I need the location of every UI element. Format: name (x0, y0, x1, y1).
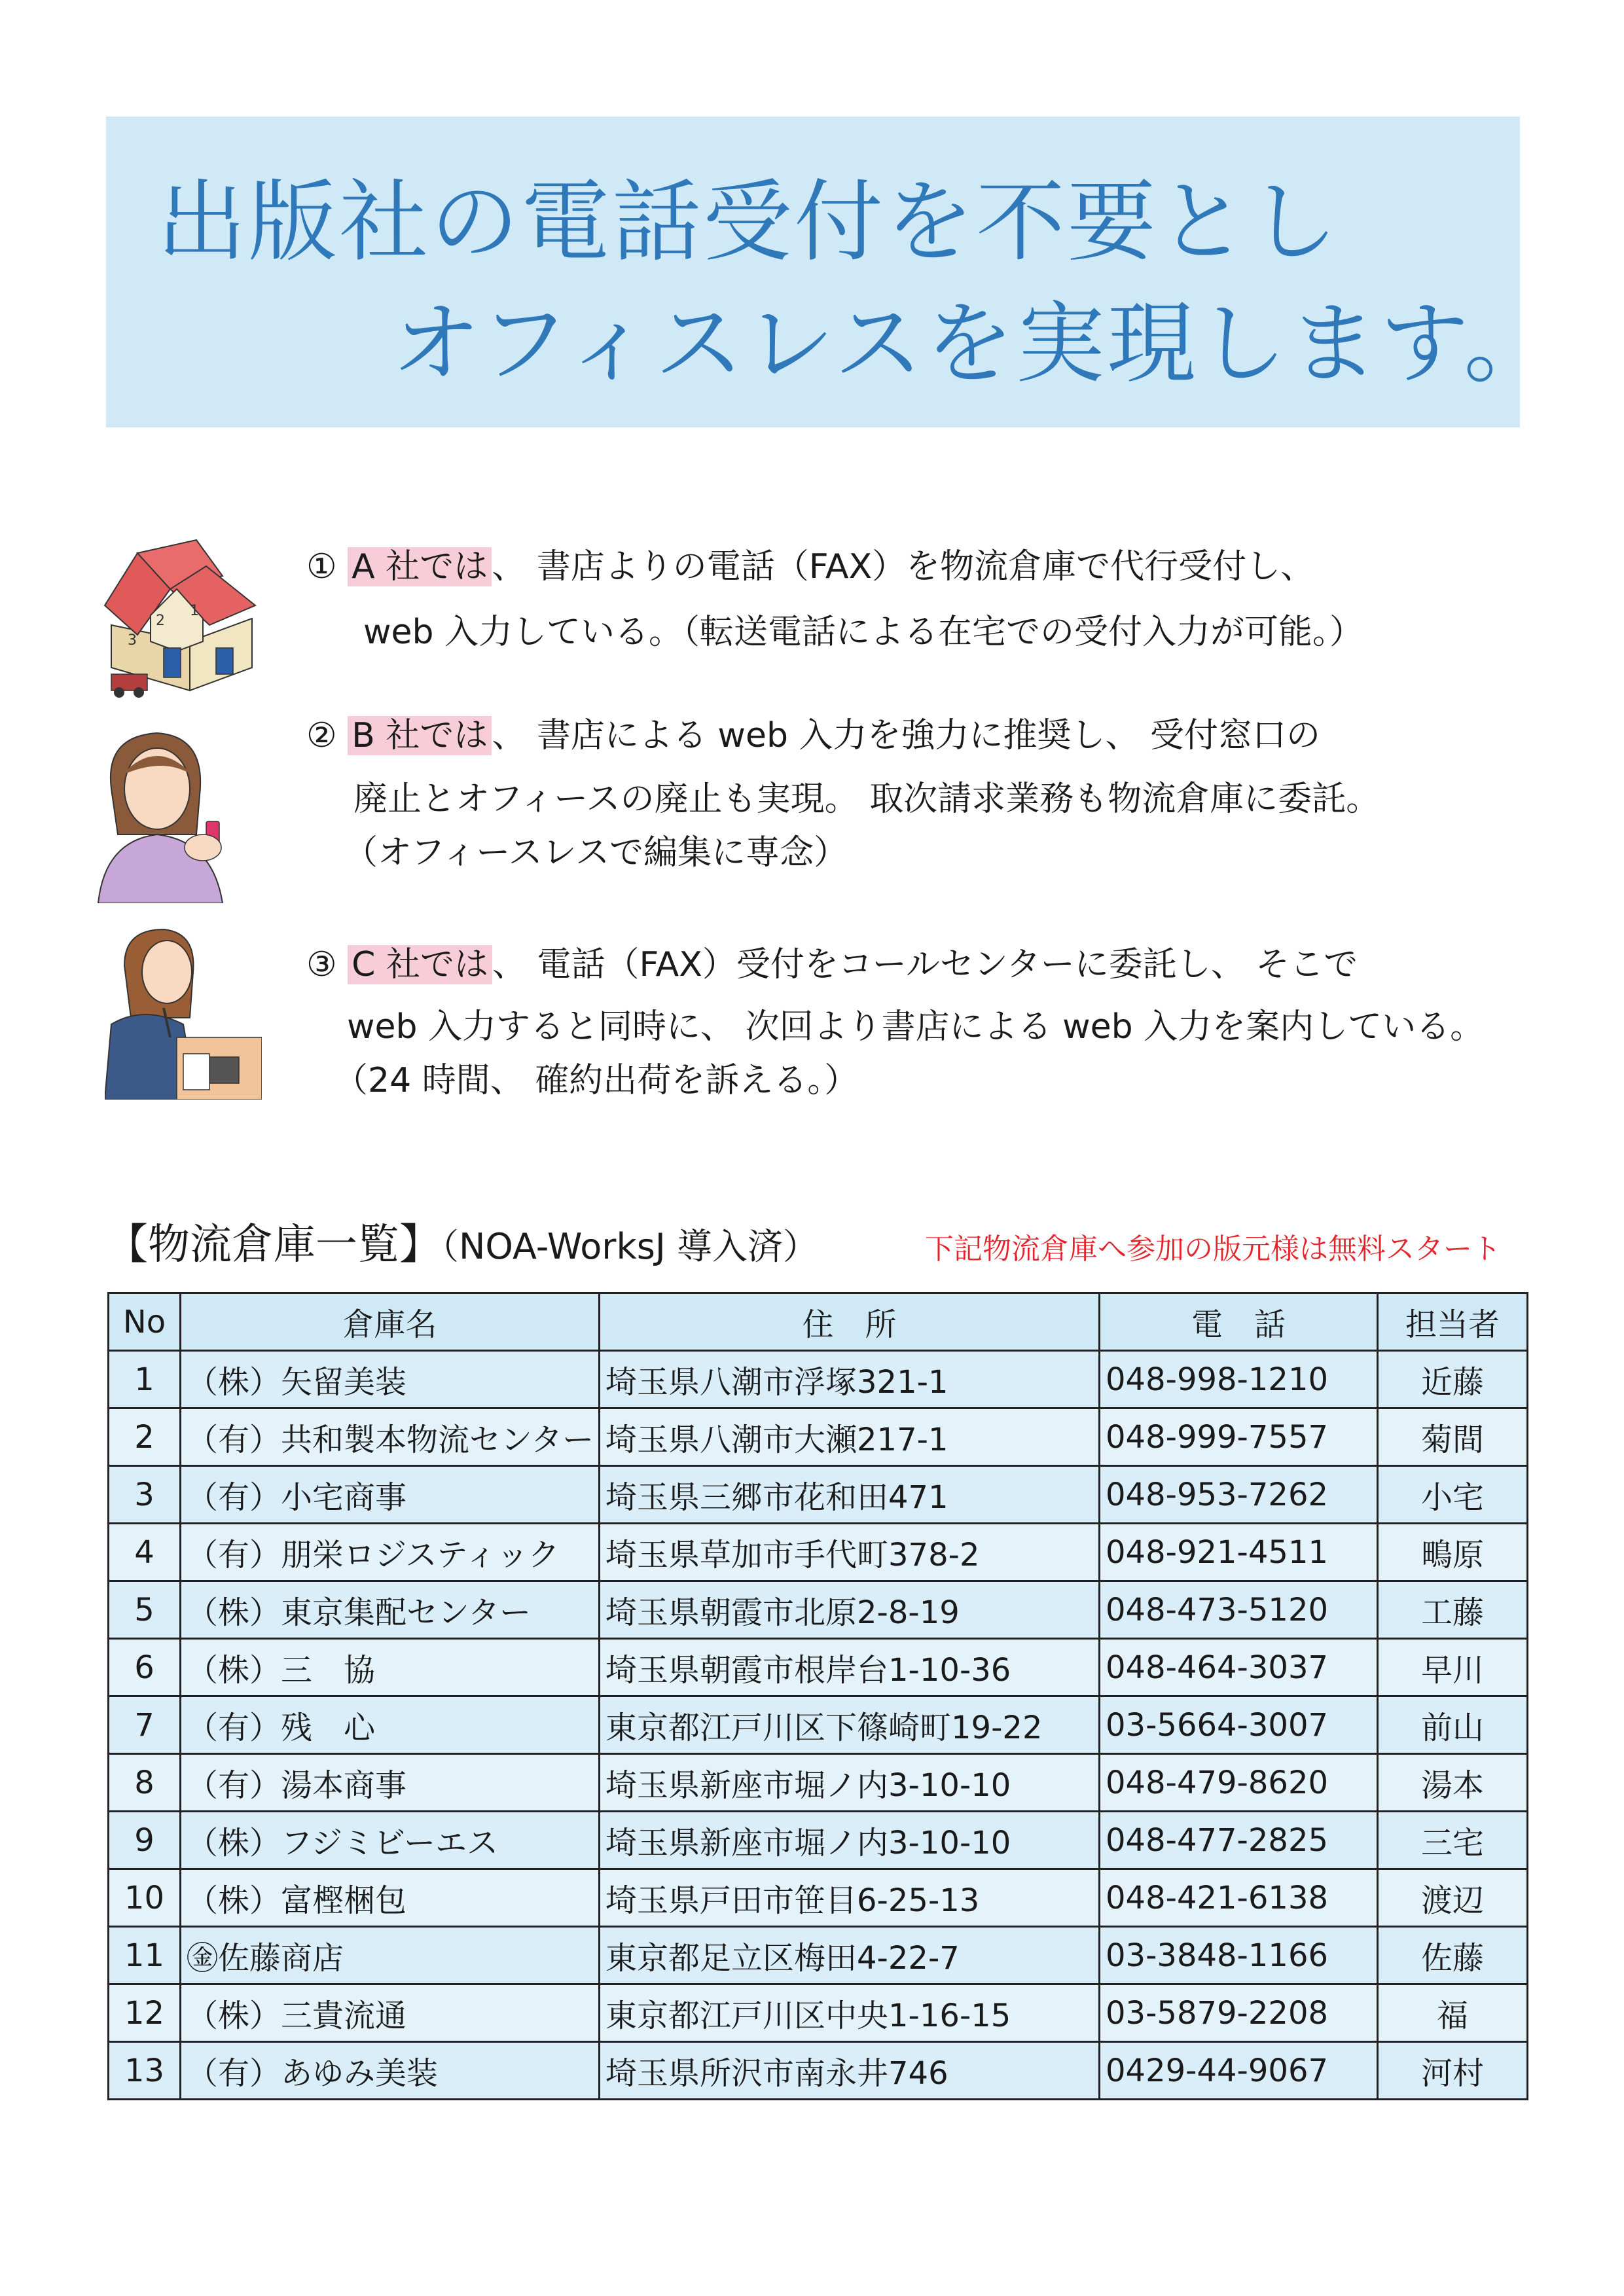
table-row (109, 1696, 1528, 1754)
cell-phone: 048-998-1210 (1100, 1351, 1378, 1408)
header-no: No (109, 1293, 181, 1351)
table-row (109, 1984, 1528, 2042)
table-row (109, 1466, 1528, 1524)
cell-phone: 048-421-6138 (1100, 1869, 1378, 1927)
item-3-line-1 (306, 945, 1358, 984)
item-1-line-2: web 入力している。（転送電話による在宅での受付入力が可能。） (363, 613, 1364, 652)
item-2-line-2: 廃止とオフィースの廃止も実現。 取次請求業務も物流倉庫に委託。 (353, 780, 1380, 819)
cell-phone: 048-464-3037 (1100, 1639, 1378, 1696)
cell-address: 埼玉県新座市堀ノ内3-10-10 (600, 1812, 1100, 1869)
cell-no: 5 (109, 1581, 181, 1639)
cell-no: 10 (109, 1869, 181, 1927)
cell-name: （株）矢留美装 (181, 1351, 600, 1408)
cell-staff: 早川 (1378, 1639, 1528, 1696)
warehouse-list-subtitle: （NOA-WorksJ 導入済） (441, 1226, 818, 1267)
cell-phone: 048-999-7557 (1100, 1408, 1378, 1466)
cell-no: 3 (109, 1466, 181, 1524)
cell-address: 埼玉県朝霞市根岸台1-10-36 (600, 1639, 1100, 1696)
svg-text:1: 1 (190, 603, 199, 619)
woman-desk-illustration (105, 926, 262, 1100)
cell-address: 埼玉県戸田市笹目6-25-13 (600, 1869, 1100, 1927)
cell-address: 埼玉県三郷市花和田471 (600, 1466, 1100, 1524)
cell-address: 埼玉県八潮市大瀬217-1 (600, 1408, 1100, 1466)
warehouse-list-heading (106, 1211, 818, 1271)
cell-no: 11 (109, 1927, 181, 1984)
table-row (109, 1754, 1528, 1812)
header-warehouse-name: 倉庫名 (181, 1293, 600, 1351)
item-1-line-1 (306, 547, 1315, 586)
warehouse-illustration (98, 527, 262, 700)
table-row (109, 1812, 1528, 1869)
cell-address: 埼玉県八潮市浮塚321-1 (600, 1351, 1100, 1408)
table-row (109, 1408, 1528, 1466)
cell-no: 8 (109, 1754, 181, 1812)
warehouse-table (107, 1292, 1528, 2100)
cell-address: 埼玉県草加市手代町378-2 (600, 1524, 1100, 1581)
cell-no: 13 (109, 2042, 181, 2100)
cell-staff: 小宅 (1378, 1466, 1528, 1524)
cell-no: 1 (109, 1351, 181, 1408)
warehouse-list-title: 【物流倉庫一覧】 (106, 1221, 441, 1269)
cell-address: 東京都足立区梅田4-22-7 (600, 1927, 1100, 1984)
cell-address: 埼玉県朝霞市北原2-8-19 (600, 1581, 1100, 1639)
cell-name: （株）東京集配センター (181, 1581, 600, 1639)
cell-phone: 03-3848-1166 (1100, 1927, 1378, 1984)
header-address: 住 所 (600, 1293, 1100, 1351)
table-row (109, 1869, 1528, 1927)
cell-phone: 048-473-5120 (1100, 1581, 1378, 1639)
headline-line-1: 出版社の電話受付を不要とし (157, 171, 1340, 274)
svg-text:2: 2 (156, 613, 165, 629)
item-2-line-3: （オフィースレスで編集に専念） (344, 833, 848, 872)
cell-name: （有）朋栄ロジスティック (181, 1524, 600, 1581)
item-3-line-2: web 入力すると同時に、 次回より書店による web 入力を案内している。 (347, 1007, 1485, 1047)
header-staff: 担当者 (1378, 1293, 1528, 1351)
cell-name: （有）共和製本物流センター (181, 1408, 600, 1466)
table-row (109, 1927, 1528, 1984)
cell-staff: 鴫原 (1378, 1524, 1528, 1581)
cell-phone: 0429-44-9067 (1100, 2042, 1378, 2100)
cell-address: 東京都江戸川区中央1-16-15 (600, 1984, 1100, 2042)
cell-name: （有）湯本商事 (181, 1754, 600, 1812)
cell-phone: 048-477-2825 (1100, 1812, 1378, 1869)
woman-phone-illustration (65, 723, 255, 903)
cell-staff: 近藤 (1378, 1351, 1528, 1408)
cell-phone: 048-953-7262 (1100, 1466, 1378, 1524)
svg-text:3: 3 (128, 632, 137, 649)
item-3-line-3: （24 時間、 確約出荷を訴える。） (334, 1061, 859, 1100)
table-row (109, 1639, 1528, 1696)
cell-staff: 渡辺 (1378, 1869, 1528, 1927)
item-2-company: B 社では (348, 716, 492, 755)
cell-staff: 三宅 (1378, 1812, 1528, 1869)
item-2-text-1: 、 書店による web 入力を強力に推奨し、 受付窓口の (492, 716, 1321, 755)
free-start-note: 下記物流倉庫へ参加の版元様は無料スタート (925, 1232, 1501, 1266)
cell-name: （有）あゆみ美装 (181, 2042, 600, 2100)
table-header-row (109, 1293, 1528, 1351)
item-2-number: ② (306, 716, 337, 755)
cell-address: 東京都江戸川区下篠崎町19-22 (600, 1696, 1100, 1754)
cell-staff: 工藤 (1378, 1581, 1528, 1639)
table-row (109, 1524, 1528, 1581)
table-row (109, 1581, 1528, 1639)
cell-address: 埼玉県所沢市南永井746 (600, 2042, 1100, 2100)
headline-line-2: オフィスレスを実現します。 (391, 293, 1555, 396)
cell-staff: 福 (1378, 1984, 1528, 2042)
cell-phone: 048-921-4511 (1100, 1524, 1378, 1581)
cell-staff: 前山 (1378, 1696, 1528, 1754)
cell-phone: 048-479-8620 (1100, 1754, 1378, 1812)
cell-no: 12 (109, 1984, 181, 2042)
cell-staff: 佐藤 (1378, 1927, 1528, 1984)
item-1-text-1: 、 書店よりの電話（FAX）を物流倉庫で代行受付し、 (492, 547, 1315, 586)
table-row (109, 1351, 1528, 1408)
item-1-number: ① (306, 547, 337, 586)
item-3-company: C 社では (348, 945, 492, 984)
item-3-number: ③ (306, 945, 337, 984)
cell-name: （株）富樫梱包 (181, 1869, 600, 1927)
cell-no: 6 (109, 1639, 181, 1696)
cell-staff: 湯本 (1378, 1754, 1528, 1812)
cell-no: 4 (109, 1524, 181, 1581)
cell-name: （株）三貴流通 (181, 1984, 600, 2042)
item-1-company: A 社では (348, 547, 492, 586)
cell-name: （株）フジミビーエス (181, 1812, 600, 1869)
cell-phone: 03-5879-2208 (1100, 1984, 1378, 2042)
cell-no: 9 (109, 1812, 181, 1869)
cell-name: （有）残 心 (181, 1696, 600, 1754)
cell-name: ㊎佐藤商店 (181, 1927, 600, 1984)
item-2-line-1 (306, 716, 1321, 755)
cell-name: （有）小宅商事 (181, 1466, 600, 1524)
header-phone: 電 話 (1100, 1293, 1378, 1351)
cell-address: 埼玉県新座市堀ノ内3-10-10 (600, 1754, 1100, 1812)
cell-no: 2 (109, 1408, 181, 1466)
item-3-text-1: 、 電話（FAX）受付をコールセンターに委託し、 そこで (492, 945, 1358, 984)
cell-staff: 菊間 (1378, 1408, 1528, 1466)
cell-staff: 河村 (1378, 2042, 1528, 2100)
table-row (109, 2042, 1528, 2100)
cell-name: （株）三 協 (181, 1639, 600, 1696)
cell-phone: 03-5664-3007 (1100, 1696, 1378, 1754)
cell-no: 7 (109, 1696, 181, 1754)
